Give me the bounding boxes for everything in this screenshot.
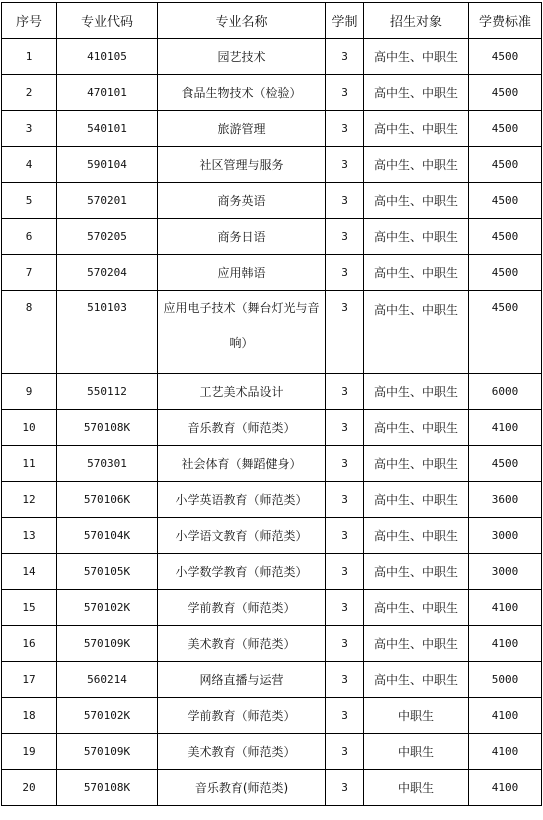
cell-target: 高中生、中职生 [364, 291, 469, 374]
cell-target: 高中生、中职生 [364, 183, 469, 219]
table-row [2, 446, 542, 482]
cell-duration: 3 [326, 518, 364, 554]
cell-fee: 4500 [469, 111, 542, 147]
cell-code: 510103 [57, 291, 158, 374]
cell-name: 小学英语教育（师范类） [158, 482, 326, 518]
table-row [2, 554, 542, 590]
cell-fee: 6000 [469, 374, 542, 410]
cell-target: 高中生、中职生 [364, 219, 469, 255]
cell-code: 410105 [57, 39, 158, 75]
cell-code: 570102K [57, 590, 158, 626]
cell-duration: 3 [326, 698, 364, 734]
cell-name: 社会体育（舞蹈健身） [158, 446, 326, 482]
cell-target: 高中生、中职生 [364, 446, 469, 482]
cell-name: 美术教育（师范类） [158, 626, 326, 662]
cell-target: 高中生、中职生 [364, 39, 469, 75]
cell-target: 高中生、中职生 [364, 518, 469, 554]
table-row [2, 291, 542, 374]
cell-target: 高中生、中职生 [364, 111, 469, 147]
cell-name: 旅游管理 [158, 111, 326, 147]
cell-target: 高中生、中职生 [364, 147, 469, 183]
cell-code: 570105K [57, 554, 158, 590]
cell-duration: 3 [326, 554, 364, 590]
cell-target: 高中生、中职生 [364, 255, 469, 291]
cell-code: 540101 [57, 111, 158, 147]
cell-duration: 3 [326, 410, 364, 446]
cell-name: 学前教育（师范类） [158, 590, 326, 626]
table-row [2, 75, 542, 111]
cell-name: 商务日语 [158, 219, 326, 255]
cell-fee: 4500 [469, 255, 542, 291]
cell-name: 应用电子技术（舞台灯光与音响） [158, 291, 326, 374]
cell-code: 570109K [57, 626, 158, 662]
cell-fee: 3600 [469, 482, 542, 518]
cell-code: 570201 [57, 183, 158, 219]
cell-target: 中职生 [364, 734, 469, 770]
cell-code: 570109K [57, 734, 158, 770]
cell-fee: 4100 [469, 734, 542, 770]
cell-target: 中职生 [364, 698, 469, 734]
table-row [2, 770, 542, 806]
cell-name: 学前教育（师范类） [158, 698, 326, 734]
cell-seq: 16 [2, 626, 57, 662]
cell-seq: 13 [2, 518, 57, 554]
header-fee: 学费标准 [469, 3, 542, 39]
cell-seq: 19 [2, 734, 57, 770]
table-row [2, 111, 542, 147]
cell-fee: 4500 [469, 39, 542, 75]
table-row [2, 410, 542, 446]
table-row [2, 482, 542, 518]
cell-code: 570108K [57, 410, 158, 446]
header-seq: 序号 [2, 3, 57, 39]
cell-duration: 3 [326, 374, 364, 410]
table-row [2, 518, 542, 554]
cell-duration: 3 [326, 446, 364, 482]
table-row [2, 219, 542, 255]
cell-fee: 4100 [469, 698, 542, 734]
cell-seq: 6 [2, 219, 57, 255]
header-code: 专业代码 [57, 3, 158, 39]
cell-duration: 3 [326, 662, 364, 698]
cell-duration: 3 [326, 75, 364, 111]
cell-name: 音乐教育（师范类） [158, 410, 326, 446]
cell-name: 音乐教育(师范类) [158, 770, 326, 806]
cell-fee: 4100 [469, 590, 542, 626]
cell-fee: 3000 [469, 554, 542, 590]
cell-duration: 3 [326, 482, 364, 518]
cell-fee: 4100 [469, 770, 542, 806]
cell-target: 高中生、中职生 [364, 554, 469, 590]
cell-fee: 4500 [469, 446, 542, 482]
cell-seq: 2 [2, 75, 57, 111]
cell-fee: 4500 [469, 183, 542, 219]
cell-name: 美术教育（师范类） [158, 734, 326, 770]
cell-duration: 3 [326, 111, 364, 147]
cell-code: 560214 [57, 662, 158, 698]
table-row [2, 626, 542, 662]
cell-name: 应用韩语 [158, 255, 326, 291]
table-body [2, 39, 542, 806]
cell-target: 高中生、中职生 [364, 482, 469, 518]
cell-name: 食品生物技术（检验） [158, 75, 326, 111]
cell-seq: 5 [2, 183, 57, 219]
cell-fee: 4500 [469, 219, 542, 255]
cell-target: 高中生、中职生 [364, 410, 469, 446]
cell-name: 小学数学教育（师范类） [158, 554, 326, 590]
major-tuition-table [1, 2, 542, 806]
cell-duration: 3 [326, 626, 364, 662]
cell-seq: 10 [2, 410, 57, 446]
cell-duration: 3 [326, 734, 364, 770]
cell-code: 570108K [57, 770, 158, 806]
cell-fee: 4500 [469, 291, 542, 374]
cell-code: 570102K [57, 698, 158, 734]
cell-duration: 3 [326, 590, 364, 626]
header-target: 招生对象 [364, 3, 469, 39]
cell-target: 高中生、中职生 [364, 374, 469, 410]
cell-seq: 20 [2, 770, 57, 806]
cell-name: 网络直播与运营 [158, 662, 326, 698]
cell-seq: 3 [2, 111, 57, 147]
cell-seq: 8 [2, 291, 57, 374]
cell-fee: 5000 [469, 662, 542, 698]
cell-seq: 11 [2, 446, 57, 482]
table-row [2, 374, 542, 410]
cell-code: 570205 [57, 219, 158, 255]
cell-duration: 3 [326, 291, 364, 374]
cell-target: 高中生、中职生 [364, 75, 469, 111]
cell-target: 中职生 [364, 770, 469, 806]
cell-seq: 4 [2, 147, 57, 183]
table-row [2, 662, 542, 698]
cell-name: 社区管理与服务 [158, 147, 326, 183]
table-row [2, 255, 542, 291]
cell-code: 570204 [57, 255, 158, 291]
header-row [2, 3, 542, 39]
cell-name: 商务英语 [158, 183, 326, 219]
cell-code: 550112 [57, 374, 158, 410]
cell-duration: 3 [326, 183, 364, 219]
table-row [2, 183, 542, 219]
cell-code: 470101 [57, 75, 158, 111]
cell-target: 高中生、中职生 [364, 590, 469, 626]
cell-duration: 3 [326, 770, 364, 806]
cell-seq: 7 [2, 255, 57, 291]
cell-duration: 3 [326, 147, 364, 183]
cell-fee: 4500 [469, 75, 542, 111]
cell-seq: 9 [2, 374, 57, 410]
cell-code: 570106K [57, 482, 158, 518]
table-row [2, 698, 542, 734]
cell-code: 570104K [57, 518, 158, 554]
header-name: 专业名称 [158, 3, 326, 39]
cell-seq: 17 [2, 662, 57, 698]
table-row [2, 590, 542, 626]
header-duration: 学制 [326, 3, 364, 39]
cell-fee: 4100 [469, 626, 542, 662]
cell-target: 高中生、中职生 [364, 626, 469, 662]
cell-seq: 18 [2, 698, 57, 734]
cell-target: 高中生、中职生 [364, 662, 469, 698]
cell-duration: 3 [326, 255, 364, 291]
cell-duration: 3 [326, 219, 364, 255]
cell-duration: 3 [326, 39, 364, 75]
table-row [2, 734, 542, 770]
cell-fee: 4500 [469, 147, 542, 183]
cell-name: 工艺美术品设计 [158, 374, 326, 410]
table-row [2, 147, 542, 183]
table-row [2, 39, 542, 75]
cell-seq: 15 [2, 590, 57, 626]
cell-name: 小学语文教育（师范类） [158, 518, 326, 554]
cell-seq: 1 [2, 39, 57, 75]
cell-fee: 3000 [469, 518, 542, 554]
cell-seq: 14 [2, 554, 57, 590]
cell-seq: 12 [2, 482, 57, 518]
cell-code: 570301 [57, 446, 158, 482]
cell-name: 园艺技术 [158, 39, 326, 75]
cell-code: 590104 [57, 147, 158, 183]
cell-fee: 4100 [469, 410, 542, 446]
